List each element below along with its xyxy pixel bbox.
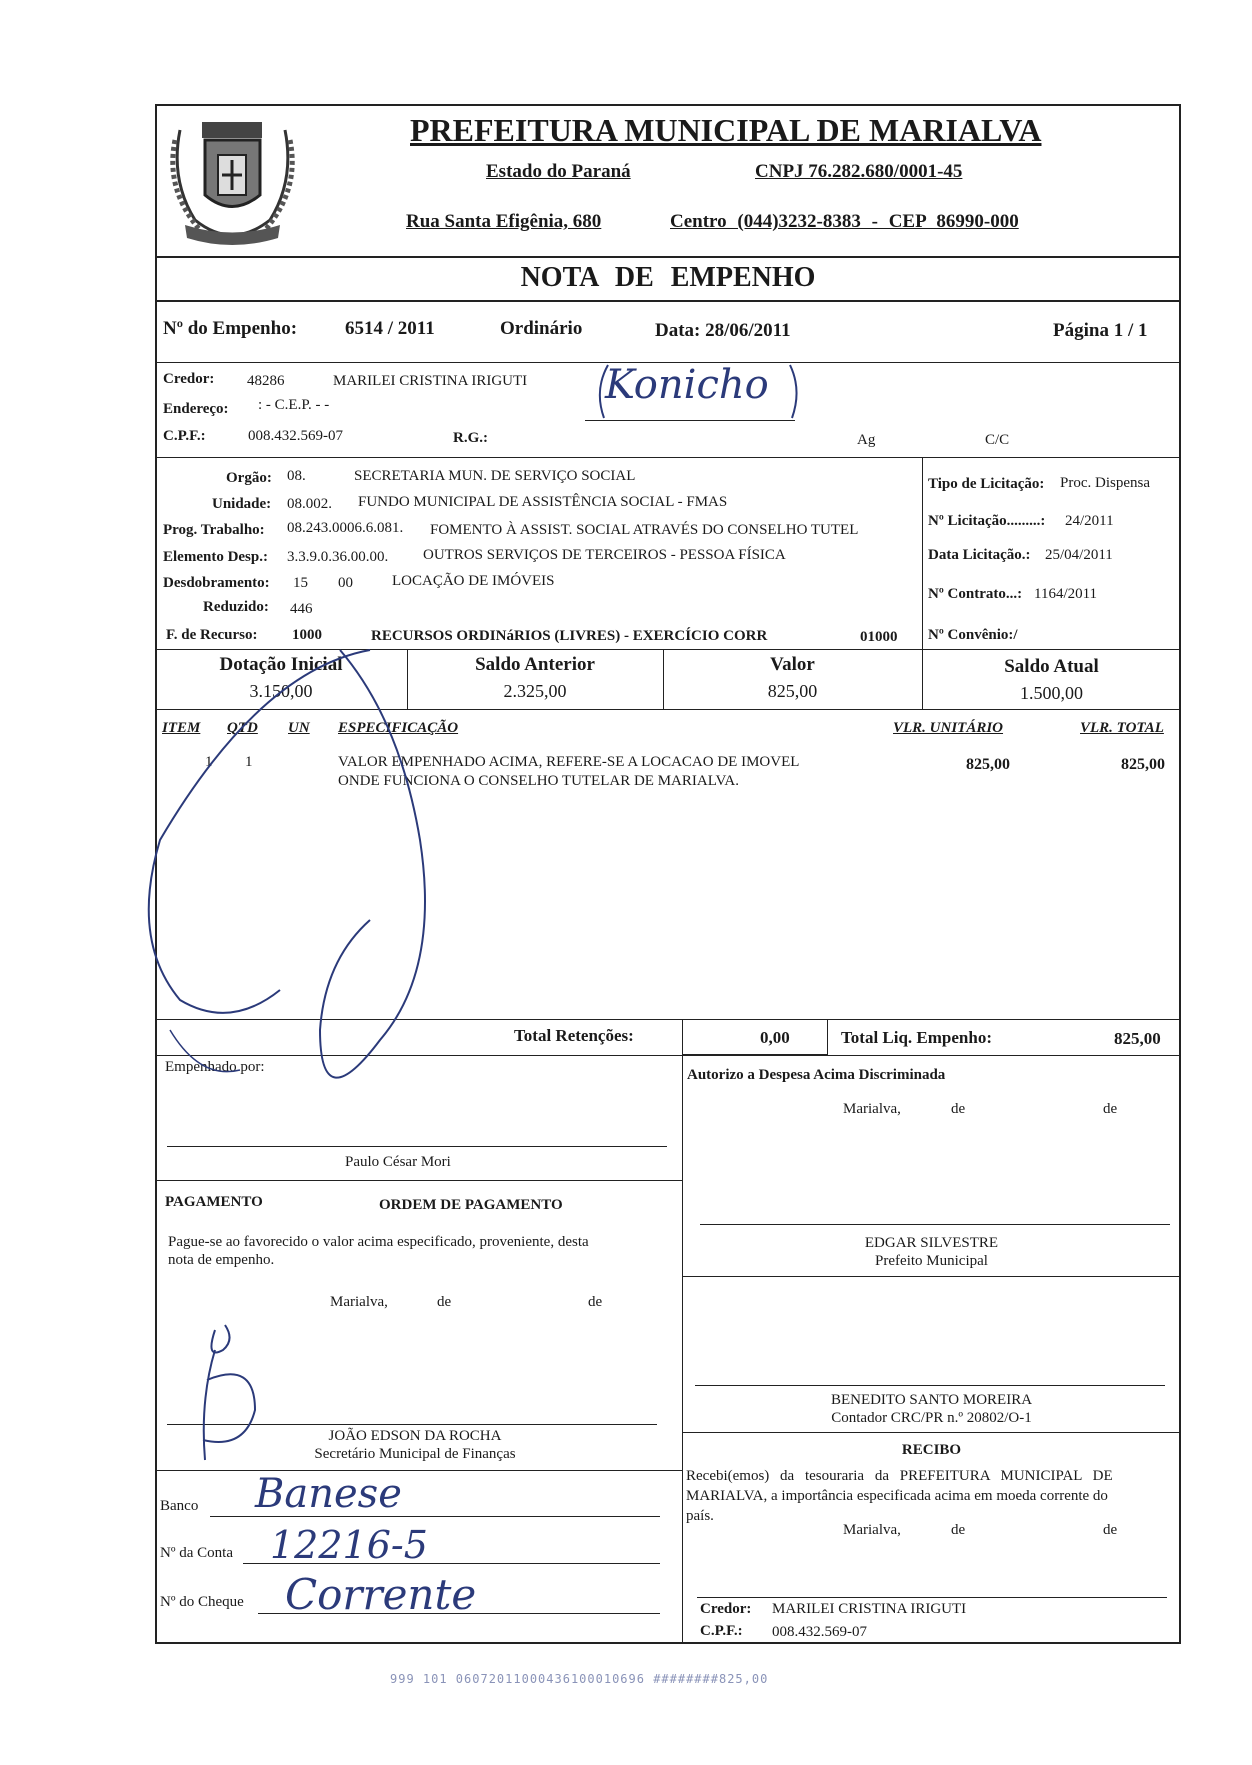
cheque-label: Nº do Cheque <box>160 1594 244 1610</box>
divider <box>682 1055 683 1644</box>
empenho-type: Ordinário <box>500 318 583 339</box>
handwritten-credor-note: Konicho <box>605 362 769 408</box>
conta-handwritten: 12216-5 <box>270 1523 428 1567</box>
dotacao-label: Dotação Inicial <box>219 654 343 675</box>
autorizo-de2: de <box>1103 1101 1118 1117</box>
header-address: Rua Santa Efigênia, 680 <box>406 211 602 232</box>
pagamento-text-line2: nota de empenho. <box>168 1252 275 1268</box>
saldo-anterior-label: Saldo Anterior <box>475 654 595 675</box>
divider <box>682 1432 1181 1433</box>
cc-label: C/C <box>985 432 1010 448</box>
endereco-value: : - C.E.P. - - <box>258 397 330 413</box>
autorizo-label: Autorizo a Despesa Acima Discriminada <box>687 1067 946 1083</box>
reduzido-label: Reduzido: <box>203 599 269 615</box>
recurso-label: F. de Recurso: <box>166 627 258 643</box>
signature-scribble <box>185 1320 275 1490</box>
recurso-desc: RECURSOS ORDINáRIOS (LIVRES) - EXERCÍCIO CORR <box>371 628 768 644</box>
signature-line <box>695 1385 1165 1386</box>
empenho-date: Data: 28/06/2011 <box>655 320 791 341</box>
contrato-value: 1164/2011 <box>1034 586 1098 602</box>
empenho-number: 6514 / 2011 <box>345 318 435 339</box>
convenio-label: Nº Convênio:/ <box>928 627 1018 643</box>
col-un: UN <box>288 720 310 736</box>
credor-label: Credor: <box>163 371 215 387</box>
retencoes-value: 0,00 <box>760 1028 790 1047</box>
header-title: PREFEITURA MUNICIPAL DE MARIALVA <box>410 112 1042 148</box>
banco-label: Banco <box>160 1498 199 1514</box>
elemento-desc: OUTROS SERVIÇOS DE TERCEIROS - PESSOA FÍSICA <box>423 547 786 563</box>
autorizo-city: Marialva, <box>843 1101 901 1117</box>
saldo-atual-value: 1.500,00 <box>1020 683 1083 703</box>
col-unit: VLR. UNITÁRIO <box>893 720 1004 736</box>
divider <box>155 457 1181 458</box>
recurso-value: 1000 <box>292 627 322 643</box>
recibo-text-line2: MARIALVA, a importância especificada acima em moeda corrente do <box>686 1488 1108 1504</box>
valor-value: 825,00 <box>767 681 818 701</box>
saldo-atual-label: Saldo Atual <box>1004 656 1099 677</box>
page-number: Página 1 / 1 <box>1053 320 1148 341</box>
recibo-text-line3: país. <box>686 1508 714 1524</box>
unidade-desc: FUNDO MUNICIPAL DE ASSISTÊNCIA SOCIAL - FMAS <box>358 494 728 510</box>
recibo-de2: de <box>1103 1522 1118 1538</box>
pagamento-label: PAGAMENTO <box>165 1194 263 1210</box>
recibo-cpf-value: 008.432.569-07 <box>772 1624 867 1640</box>
cpf-value: 008.432.569-07 <box>248 428 343 444</box>
licitacao-data-label: Data Licitação.: <box>928 547 1031 563</box>
elemento-value: 3.3.9.0.36.00.00. <box>287 549 389 565</box>
valor-label: Valor <box>770 654 815 675</box>
orgao-label: Orgão: <box>226 470 272 486</box>
footer-stamp: 999 101 06072011000436100010696 ########825,00 <box>390 1672 769 1686</box>
pagamento-de2: de <box>588 1294 603 1310</box>
cheque-handwritten: Corrente <box>285 1570 477 1619</box>
recibo-cpf-label: C.P.F.: <box>700 1623 743 1639</box>
licitacao-tipo-value: Proc. Dispensa <box>1060 475 1150 491</box>
retencoes-label: Total Retenções: <box>514 1026 634 1045</box>
divider <box>682 1276 1181 1277</box>
licitacao-data-value: 25/04/2011 <box>1045 547 1113 563</box>
col-spec: ESPECIFICAÇÃO <box>338 720 459 736</box>
secretario-role: Secretário Municipal de Finanças <box>314 1446 516 1462</box>
prog-label: Prog. Trabalho: <box>163 522 265 538</box>
orgao-desc: SECRETARIA MUN. DE SERVIÇO SOCIAL <box>354 468 636 484</box>
signature-line <box>697 1597 1167 1598</box>
autorizo-de1: de <box>951 1101 966 1117</box>
elemento-label: Elemento Desp.: <box>163 549 268 565</box>
col-total: VLR. TOTAL <box>1080 720 1164 736</box>
secretario-name: JOÃO EDSON DA ROCHA <box>328 1428 502 1444</box>
pagamento-city: Marialva, <box>330 1294 388 1310</box>
desdob-desc: LOCAÇÃO DE IMÓVEIS <box>392 573 555 589</box>
prog-desc: FOMENTO À ASSIST. SOCIAL ATRAVÉS DO CONSELHO TUTEL <box>430 522 859 538</box>
contador-name: BENEDITO SANTO MOREIRA <box>830 1392 1033 1408</box>
licitacao-tipo-label: Tipo de Licitação: <box>928 476 1045 492</box>
empenho-label: Nº do Empenho: <box>163 318 298 339</box>
prefeito-role: Prefeito Municipal <box>875 1253 988 1269</box>
item-unit-value: 825,00 <box>966 756 1010 773</box>
divider <box>155 256 1181 258</box>
cpf-label: C.P.F.: <box>163 428 206 444</box>
header-state: Estado do Paraná <box>486 161 631 182</box>
liq-value: 825,00 <box>1114 1029 1161 1048</box>
recibo-de1: de <box>951 1522 966 1538</box>
signature-line <box>700 1224 1170 1225</box>
rg-label: R.G.: <box>453 430 488 446</box>
item-spec-line1: VALOR EMPENHADO ACIMA, REFERE-SE A LOCACAO DE IMOVEL <box>338 754 800 770</box>
recibo-title: RECIBO <box>901 1442 962 1458</box>
pagamento-text-line1: Pague-se ao favorecido o valor acima especificado, proveniente, desta <box>168 1234 589 1250</box>
licitacao-num-label: Nº Licitação.........: <box>928 513 1046 529</box>
contador-role: Contador CRC/PR n.º 20802/O-1 <box>831 1410 1032 1426</box>
banco-handwritten: Banese <box>255 1471 402 1517</box>
liq-label: Total Liq. Empenho: <box>841 1028 992 1047</box>
signature-scribble <box>140 640 460 1160</box>
recibo-city: Marialva, <box>843 1522 901 1538</box>
coat-of-arms-icon <box>160 100 305 250</box>
unidade-value: 08.002. <box>287 496 332 512</box>
recurso-code: 01000 <box>860 629 898 645</box>
reduzido-value: 446 <box>290 601 313 617</box>
endereco-label: Endereço: <box>163 401 229 417</box>
ordem-pagamento-label: ORDEM DE PAGAMENTO <box>379 1197 563 1213</box>
conta-label: Nº da Conta <box>160 1545 233 1561</box>
desdob-value2: 00 <box>338 575 353 591</box>
unidade-label: Unidade: <box>212 496 272 512</box>
recibo-credor-label: Credor: <box>700 1601 752 1617</box>
header-district-phone: Centro (044)3232-8383 - CEP 86990-000 <box>670 211 1019 232</box>
credor-code: 48286 <box>247 373 285 389</box>
ag-label: Ag <box>857 432 876 448</box>
item-total-value: 825,00 <box>1121 756 1165 773</box>
prefeito-name: EDGAR SILVESTRE <box>864 1235 999 1251</box>
desdob-label: Desdobramento: <box>163 575 270 591</box>
empenhado-label: Empenhado por: <box>165 1059 265 1075</box>
handwritten-brackets <box>590 360 810 420</box>
empenhado-name: Paulo César Mori <box>345 1154 451 1170</box>
credor-name: MARILEI CRISTINA IRIGUTI <box>333 373 528 389</box>
recibo-credor-value: MARILEI CRISTINA IRIGUTI <box>772 1601 967 1617</box>
prog-value: 08.243.0006.6.081. <box>287 520 404 536</box>
orgao-value: 08. <box>287 468 306 484</box>
divider <box>922 457 923 649</box>
divider <box>155 1180 682 1181</box>
divider <box>155 300 1181 302</box>
item-qtd: 1 <box>245 754 253 770</box>
doc-title: NOTA DE EMPENHO <box>520 262 816 293</box>
header-cnpj: CNPJ 76.282.680/0001-45 <box>755 161 963 182</box>
dotacao-value: 3.150,00 <box>249 681 313 701</box>
rule <box>585 420 795 421</box>
recibo-text-line1: Recebi(emos) da tesouraria da PREFEITURA MUNICIPAL DE <box>686 1468 1113 1484</box>
col-item: ITEM <box>162 720 201 736</box>
desdob-value1: 15 <box>293 575 308 591</box>
col-qtd: QTD <box>227 720 258 736</box>
licitacao-num-value: 24/2011 <box>1065 513 1114 529</box>
item-spec-line2: ONDE FUNCIONA O CONSELHO TUTELAR DE MARIALVA. <box>338 773 739 789</box>
contrato-label: Nº Contrato...: <box>928 586 1023 602</box>
saldo-anterior-value: 2.325,00 <box>503 681 567 701</box>
item-number: 1 <box>205 754 213 770</box>
pagamento-de1: de <box>437 1294 452 1310</box>
retencoes-box <box>682 1019 828 1055</box>
